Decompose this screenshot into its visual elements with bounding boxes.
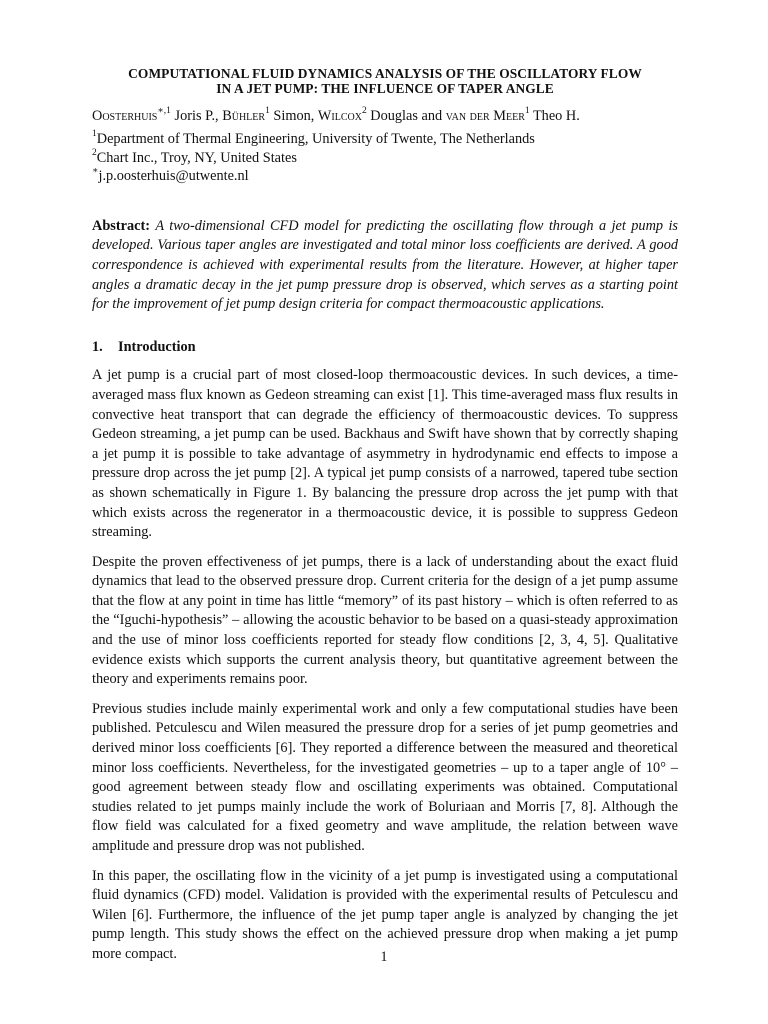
paragraph-4: In this paper, the oscillating flow in the vicinity of a jet pump is investigated using a computational fluid dynamics (CFD) model. Validation is provided with the experimental results of Petculescu and Wilen [6]. Furthermore, the influence of the jet pump taper angle is analyzed by changing the jet pump length. This study shows the effect on the achieved pressure drop when making a jet pump more compact. (92, 867, 678, 962)
affiliation-1-mark: 1 (92, 129, 97, 140)
affiliation-1 (92, 130, 678, 149)
section-title: Introduction (118, 338, 196, 355)
affiliation-2 (92, 149, 678, 168)
page-number: 1 (380, 949, 388, 965)
author-1-lastname: Oosterhuis (92, 108, 158, 124)
author-2-firstname: Simon, (273, 108, 315, 124)
affiliation-2-text: Chart Inc., Troy, NY, United States (96, 149, 297, 166)
author-list (92, 107, 678, 126)
author-1-firstname: Joris P., (174, 108, 219, 124)
paragraph-1: A jet pump is a crucial part of most closed-loop thermoacoustic devices. In such devices, a time-averaged mass flux known as Gedeon streaming can exist [1]. This time-averaged mass flux results in convective heat transport that can degrade the efficiency of thermoacoustic devices. To suppress Gedeon streaming, a jet pump can be used. Backhaus and Swift have shown that by correctly shaping a jet pump it is possible to take advantage of asymmetry in hydrodynamic end effects to impose a pressure drop across the jet pump [2]. A typical jet pump consists of a narrowed, tapered tube section as shown schematically in Figure 1. By balancing the pressure drop across the jet pump with that which exists across the regenerator in a thermoacoustic device, it is possible to suppress Gedeon streaming. (92, 367, 678, 541)
paper-page (92, 66, 678, 965)
affiliation-1-text: Department of Thermal Engineering, University of Twente, The Netherlands (96, 131, 535, 147)
abstract-label: Abstract: (92, 217, 150, 234)
paper-title (92, 66, 678, 96)
author-4-lastname: van der Meer (445, 108, 525, 124)
author-2-lastname: Bühler (222, 108, 266, 124)
section-heading-introduction (92, 338, 678, 358)
abstract-text: A two-dimensional CFD model for predicting the oscillating flow through a jet pump is developed. Various taper angles are investigated and total minor loss coefficients are derived. A good correspondence is achieved with experimental results from the literature. However, at higher taper angles a dramatic decay in the jet pump pressure drop is observed, which serves as a starting point for the improvement of jet pump design criteria for compact thermoacoustic applications. (92, 217, 678, 313)
author-3-firstname: Douglas and (370, 108, 443, 124)
paragraph-3: Previous studies include mainly experimental work and only a few computational studies have been published. Petculescu and Wilen measured the pressure drop for a series of jet pump geometries and derived minor loss coefficients [6]. They reported a difference between the measured and theoretical minor loss coefficients. Nevertheless, for the investigated geometries – up to a taper angle of 10° – good agreement between steady flow and oscillating experiments was obtained. Computational studies related to jet pumps mainly include the work of Boluriaan and Morris [7, 8]. Although the flow field was calculated for a fixed geometry and wave amplitude, the relation between wave amplitude and pressure drop was not published. (92, 700, 678, 854)
paragraph-2: Despite the proven effectiveness of jet pumps, there is a lack of understanding about the exact fluid dynamics that lead to the observed pressure drop. Current criteria for the design of a jet pump assume that the flow at any point in time has little “memory” of its past history – which is often referred to as the “Iguchi-hypothesis” – allowing the acoustic behavior to be based on a quasi-steady approximation and the use of minor loss coefficients reported for steady flow conditions [2, 3, 4, 5]. Qualitative evidence exists which supports the current analysis theory, but quantitative agreement between the theory and experiments remains poor. (92, 553, 678, 688)
corresponding-email (92, 167, 678, 186)
title-line-2: IN A JET PUMP: THE INFLUENCE OF TAPER ANGLE (216, 81, 554, 96)
affiliation-list (92, 130, 678, 186)
affiliation-2-mark: 2 (92, 147, 97, 158)
title-line-1: COMPUTATIONAL FLUID DYNAMICS ANALYSIS OF THE OSCILLATORY FLOW (128, 66, 642, 81)
author-1-mark: ∗,1 (157, 106, 171, 117)
author-4-mark: 1 (524, 106, 530, 117)
author-3-mark: 2 (361, 106, 367, 117)
author-3-lastname: Wilcox (317, 108, 362, 124)
abstract (92, 217, 678, 315)
email-text: j.p.oosterhuis@utwente.nl (98, 168, 249, 185)
section-number: 1. (92, 338, 103, 355)
author-2-mark: 1 (265, 106, 270, 117)
author-4-firstname: Theo H. (532, 108, 580, 124)
email-mark: ∗ (92, 166, 99, 177)
